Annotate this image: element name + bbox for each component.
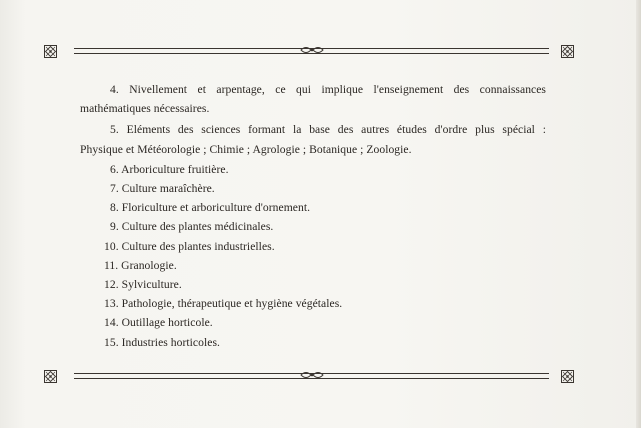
item-number: 5. — [110, 123, 119, 137]
item-number: 10. — [104, 239, 119, 253]
rule-line-left — [74, 373, 328, 379]
item-number: 13. — [104, 297, 119, 311]
item-number: 7. — [110, 182, 119, 196]
rule-line-right — [326, 373, 549, 379]
list-item-12 — [80, 275, 546, 294]
item-text-line2: Physique et Météorologie ; Chimie ; Agrologie ; Botanique ; Zoologie. — [80, 142, 412, 156]
item-number: 12. — [104, 278, 119, 292]
document-body — [80, 80, 546, 352]
item-text-line2: mathématiques nécessaires. — [80, 102, 210, 116]
corner-ornament-icon — [561, 45, 574, 58]
list-item-15 — [80, 333, 546, 352]
item-number: 4. — [110, 83, 119, 96]
item-number: 6. — [110, 162, 119, 176]
rule-line-right — [326, 48, 549, 54]
list-item-9 — [80, 217, 546, 236]
list-item-13 — [80, 294, 546, 313]
item-number: 15. — [104, 335, 119, 349]
item-text: Sylviculture. — [121, 278, 182, 292]
item-text: Granologie. — [121, 258, 177, 272]
page-edge-shadow — [636, 0, 641, 428]
item-text: Arboriculture fruitière. — [121, 162, 229, 176]
item-number: 11. — [104, 258, 119, 272]
item-number: 8. — [110, 201, 119, 215]
list-item-8 — [80, 198, 546, 217]
item-text-line1: Nivellement et arpentage, ce qui implique l'enseignement des connaissances — [129, 83, 546, 96]
item-number: 14. — [104, 316, 119, 330]
item-text: Culture des plantes médicinales. — [121, 220, 274, 234]
item-text: Industries horticoles. — [121, 335, 220, 349]
item-text: Floriculture et arboriculture d'ornement. — [121, 201, 311, 215]
item-text: Outillage horticole. — [121, 316, 213, 330]
list-item-10 — [80, 237, 546, 256]
list-item-5 — [80, 120, 546, 158]
item-text: Culture des plantes industrielles. — [121, 239, 275, 253]
center-flourish-icon — [300, 45, 324, 55]
item-text: Pathologie, thérapeutique et hygiène végétales. — [121, 297, 343, 311]
list-item-4 — [80, 80, 546, 118]
list-item-14 — [80, 313, 546, 332]
list-item-7 — [80, 179, 546, 198]
corner-ornament-icon — [44, 370, 57, 383]
center-flourish-icon — [300, 370, 324, 380]
item-text-line1: Eléments des sciences formant la base des autres études d'ordre plus spécial : — [126, 123, 546, 137]
list-item-6 — [80, 160, 546, 179]
list-item-11 — [80, 256, 546, 275]
corner-ornament-icon — [561, 370, 574, 383]
bottom-border-rule — [44, 370, 574, 384]
item-number: 9. — [110, 220, 119, 234]
item-text: Culture maraîchère. — [121, 182, 215, 196]
corner-ornament-icon — [44, 45, 57, 58]
rule-line-left — [74, 48, 328, 54]
top-border-rule — [44, 45, 574, 59]
